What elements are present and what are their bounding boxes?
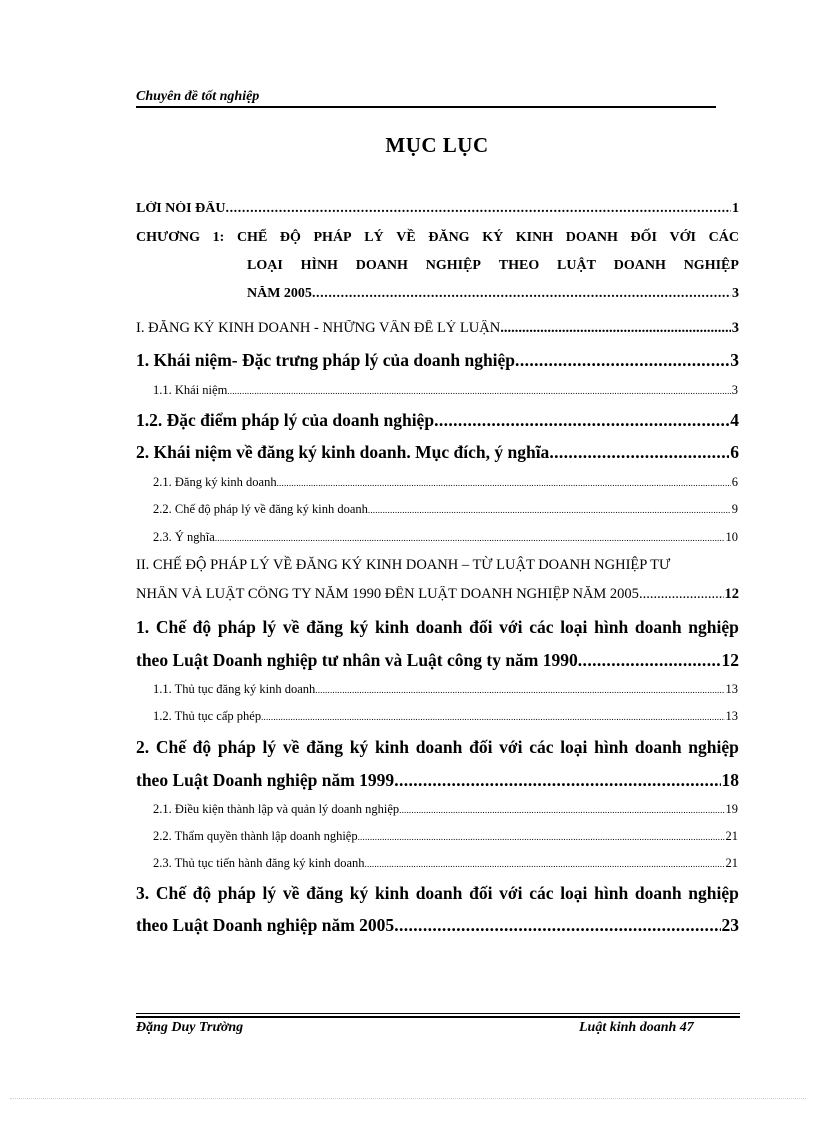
toc-word: nghiệp [688,737,739,757]
toc-word: Chế [155,883,186,903]
toc-word: ký [349,737,369,757]
toc-word: các [529,737,554,757]
dot-leader [365,859,725,869]
toc-word: HÌNH [300,258,338,273]
toc-entry-text: theo Luật Doanh nghiệp tư nhân và Luật công ty năm 1990 [136,650,578,670]
toc-entry-page: 13 [725,709,738,723]
toc-entry-text: 1.1. Khái niệm [153,383,228,397]
toc-word: LOẠI [247,258,283,273]
toc-word: 2. [136,737,150,757]
toc-word: 1: [212,230,225,245]
dot-leader [394,770,720,791]
toc-entry-page: 10 [725,530,738,544]
dot-leader [399,805,724,815]
toc-word: kinh [374,883,409,903]
toc-word: độ [192,883,212,903]
toc-entry-2-2[interactable] [153,502,738,517]
toc-entry-2[interactable] [136,442,739,463]
toc-word: nghiệp [688,883,739,903]
toc-entry-text: I. ĐĂNG KÝ KINH DOANH - NHỮNG VẤN ĐỀ LÝ LUẬN [136,320,501,336]
toc-word: lý [262,737,277,757]
toc-entry-page: 18 [721,770,739,790]
toc-word: NGHIỆP [425,258,481,273]
toc-word: pháp [217,737,256,757]
dot-leader [215,533,725,543]
toc-entry-text: 1.1. Thủ tục đăng ký kinh doanh [153,682,316,696]
dot-leader [315,685,724,695]
dot-leader [368,505,731,515]
toc-word: lý [262,883,277,903]
toc-word: kinh [374,737,409,757]
header-rule [136,106,716,108]
toc-entry-text: LỜI NÓI ĐẦU [136,201,226,216]
toc-entry-II-2-line-2[interactable] [136,770,739,791]
toc-word: doanh [634,737,682,757]
toc-entry-text: 2.1. Đăng ký kinh doanh [153,475,277,489]
toc-entry-text: theo Luật Doanh nghiệp năm 2005 [136,915,395,935]
toc-entry-page: 13 [725,682,738,696]
toc-word: về [282,617,300,637]
toc-word: về [282,737,300,757]
toc-entry-1-1[interactable] [153,383,738,398]
toc-entry-page: 4 [730,410,739,430]
footer-rule-thin [136,1013,740,1014]
toc-word: đăng [306,737,344,757]
toc-entry-II-1-line-2[interactable] [136,650,739,671]
toc-entry-page: 3 [732,286,739,301]
toc-word: LUẬT [557,258,596,273]
toc-chapter-1-line-3[interactable] [247,286,739,302]
toc-word: VỀ [396,230,416,245]
running-header: Chuyên đề tốt nghiệp [136,89,260,104]
toc-entry-text: 2.3. Ý nghĩa [153,530,215,544]
toc-word: độ [192,617,212,637]
toc-word: ký [349,883,369,903]
toc-word: DOANH [613,258,666,273]
toc-word: các [529,883,554,903]
toc-word: ĐĂNG [428,230,470,245]
dot-leader [549,442,729,463]
toc-entry-II-1-1[interactable] [153,682,738,697]
toc-word: với [499,737,523,757]
toc-entry-loi-noi-dau[interactable] [136,201,739,217]
toc-entry-page: 3 [730,350,739,370]
toc-entry-page: 12 [721,650,739,670]
toc-word: loại [560,617,588,637]
footer-class: Luật kinh doanh 47 [579,1020,694,1035]
toc-word: PHÁP [313,230,352,245]
toc-chapter-1-line-2[interactable] [247,258,739,274]
dot-leader [515,350,729,371]
toc-chapter-1-line-1[interactable] [136,230,739,246]
toc-entry-text: 1. Khái niệm- Đặc trưng pháp lý của doanh nghiệp [136,350,516,370]
toc-entry-section-II-line-2[interactable] [136,586,739,603]
toc-word: doanh [634,883,682,903]
toc-entry-page: 9 [731,502,738,516]
toc-word: CHƯƠNG [136,230,201,245]
toc-word: 1. [136,617,150,637]
dot-leader [227,386,730,396]
toc-word: về [282,883,300,903]
toc-entry-1-2[interactable] [136,410,739,431]
toc-entry-text: 2.2. Chế độ pháp lý về đăng ký kinh doanh [153,502,368,516]
toc-entry-II-2-1[interactable] [153,802,738,817]
toc-word: KÝ [482,230,504,245]
toc-word: đối [469,617,493,637]
toc-entry-text: NHÂN VÀ LUẬT CÔNG TY NĂM 1990 ĐẾN LUẬT DOANH NGHIỆP NĂM 2005 [136,586,639,602]
page-edge [10,1098,806,1099]
dot-leader [225,201,731,217]
toc-entry-II-2-3[interactable] [153,856,738,871]
toc-entry-text: 1.2. Đặc điểm pháp lý của doanh nghiệp [136,410,435,430]
toc-word: loại [560,737,588,757]
toc-entry-page: 21 [725,856,738,870]
toc-word: ĐỘ [279,230,301,245]
toc-entry-section-II-line-1[interactable]: II. CHẾ ĐỘ PHÁP LÝ VỀ ĐĂNG KÝ KINH DOANH – TỪ LUẬT DOANH NGHIỆP TƯ [136,557,671,573]
dot-leader [277,478,731,488]
toc-entry-text: 2. Khái niệm về đăng ký kinh doanh. Mục đích, ý nghĩa [136,442,550,462]
dot-leader [500,320,731,337]
toc-entry-page: 6 [730,442,739,462]
toc-word: KINH [515,230,554,245]
toc-word: doanh [415,883,463,903]
toc-entry-text: 2.2. Thẩm quyền thành lập doanh nghiệp [153,829,358,843]
toc-entry-section-I[interactable] [136,320,739,337]
toc-entry-page: 1 [732,201,739,216]
toc-word: CÁC [708,230,739,245]
toc-word: với [499,883,523,903]
toc-word: hình [594,617,629,637]
footer-rule-thick [136,1016,740,1018]
toc-entry-1[interactable] [136,350,739,371]
toc-word: THEO [498,258,540,273]
toc-entry-page: 21 [725,829,738,843]
toc-entry-text: 2.3. Thủ tục tiến hành đăng ký kinh doanh [153,856,365,870]
toc-word: doanh [634,617,682,637]
toc-word: pháp [217,883,256,903]
toc-entry-2-1[interactable] [153,475,738,490]
toc-word: hình [594,883,629,903]
toc-word: hình [594,737,629,757]
toc-entry-page: 6 [731,475,738,489]
toc-entry-page: 12 [724,586,739,602]
toc-entry-text: 2.1. Điều kiện thành lập và quản lý doanh nghiệp [153,802,400,816]
toc-word: CHẾ [236,230,268,245]
toc-entry-page: 23 [721,915,739,935]
toc-word: lý [262,617,277,637]
toc-entry-II-1-2[interactable] [153,709,738,724]
toc-entry-text: 1.2. Thủ tục cấp phép [153,709,262,723]
dot-leader [358,832,725,842]
toc-word: đăng [306,883,344,903]
toc-word: ký [349,617,369,637]
toc-entry-II-1-line-1[interactable] [136,617,739,638]
toc-word: Chế [155,737,186,757]
toc-word: doanh [415,617,463,637]
toc-word: LÝ [364,230,384,245]
toc-entry-II-2-2[interactable] [153,829,738,844]
toc-word: đăng [306,617,344,637]
toc-word: DOANH [355,258,408,273]
toc-entry-text: theo Luật Doanh nghiệp năm 1999 [136,770,395,790]
toc-word: pháp [217,617,256,637]
toc-word: đối [469,737,493,757]
toc-word: đối [469,883,493,903]
dot-leader [312,286,731,302]
dot-leader [394,915,720,936]
toc-word: NGHIỆP [683,258,739,273]
toc-word: DOANH [565,230,618,245]
toc-entry-page: 3 [731,320,739,336]
toc-word: 3. [136,883,150,903]
toc-word: kinh [374,617,409,637]
toc-word: Chế [155,617,186,637]
toc-word: loại [560,883,588,903]
dot-leader [261,712,724,722]
toc-entry-page: 19 [725,802,738,816]
toc-entry-text: NĂM 2005 [247,286,312,301]
toc-entry-2-3[interactable] [153,530,738,545]
toc-entry-II-2-line-1[interactable] [136,737,739,758]
toc-word: ĐỐI [630,230,657,245]
footer-author: Đặng Duy Trường [136,1020,244,1035]
toc-entry-page: 3 [731,383,738,397]
toc-word: độ [192,737,212,757]
toc-word: nghiệp [688,617,739,637]
dot-leader [639,586,724,603]
dot-leader [434,410,729,431]
dot-leader [578,650,721,671]
toc-entry-II-3-line-2[interactable] [136,915,739,936]
toc-heading: MỤC LỤC [385,133,489,157]
toc-word: các [529,617,554,637]
toc-word: doanh [415,737,463,757]
toc-entry-II-3-line-1[interactable] [136,883,739,904]
toc-word: với [499,617,523,637]
toc-word: VỚI [669,230,696,245]
